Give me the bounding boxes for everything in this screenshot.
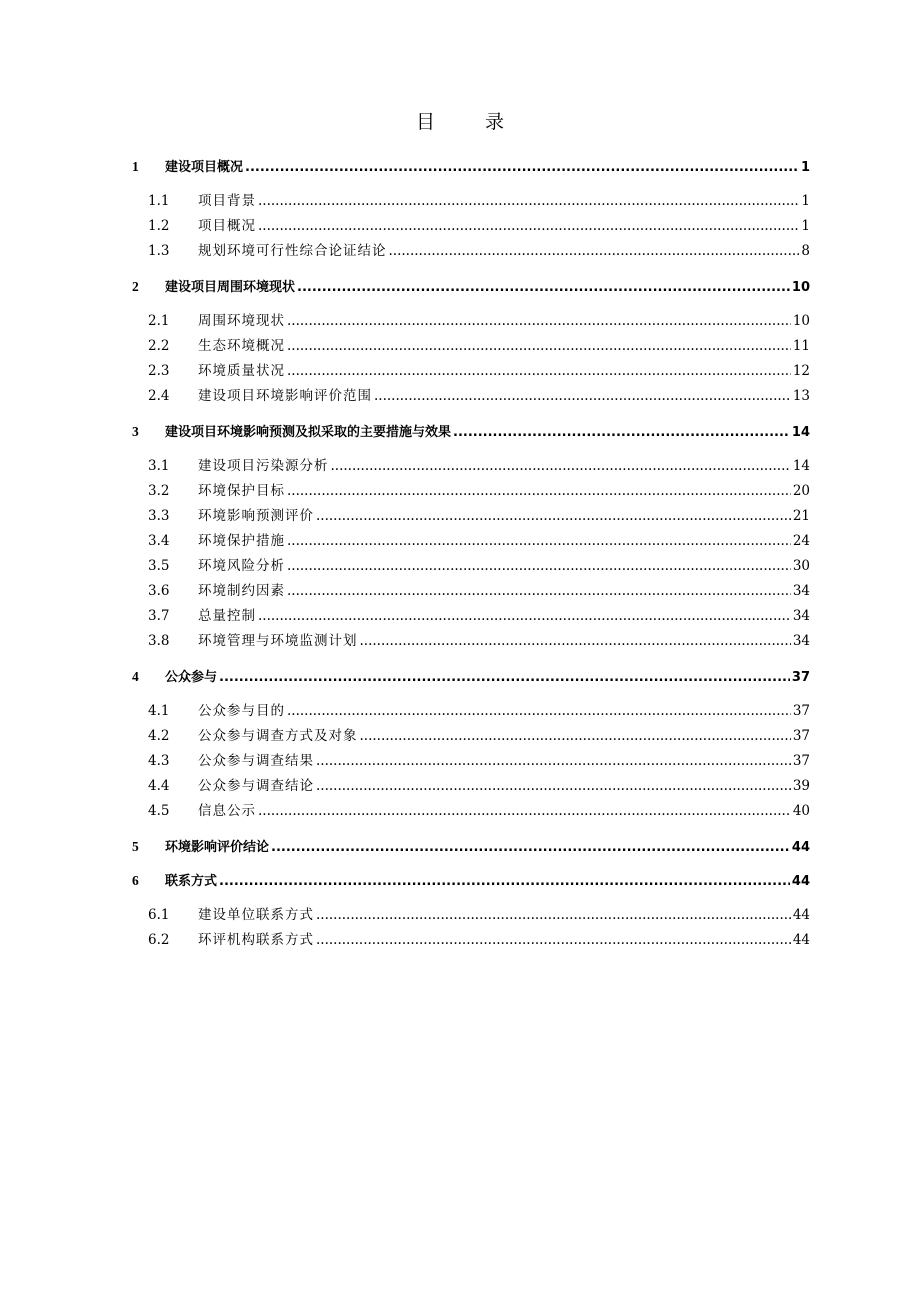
toc-entry-title: 建设项目污染源分析: [198, 458, 329, 474]
toc-entry-number: 3.3: [148, 508, 170, 524]
toc-page-number: 8: [801, 243, 810, 259]
toc-section-row[interactable]: [132, 240, 810, 262]
dot-leader: [258, 800, 791, 822]
toc-section-row[interactable]: [132, 555, 810, 577]
toc-entry-number: 3.6: [148, 583, 170, 599]
toc-page-number: 34: [792, 633, 810, 649]
toc-page-number: 37: [792, 703, 810, 719]
toc-entry-number: 3: [132, 424, 139, 439]
toc-entry-title: 环境保护措施: [198, 533, 285, 549]
toc-entry-number: 4.2: [148, 728, 170, 744]
toc-entry-number: 2.4: [148, 388, 170, 404]
toc-section-row[interactable]: [132, 480, 810, 502]
toc-page-number: 14: [791, 425, 810, 440]
dot-leader: [287, 580, 791, 602]
toc-entry-number: 5: [132, 839, 139, 854]
dot-leader: [219, 667, 790, 689]
toc-entry-number: 1.2: [148, 218, 170, 234]
toc-entry-title: 建设项目环境影响预测及拟采取的主要措施与效果: [165, 425, 452, 440]
toc-section-row[interactable]: [132, 700, 810, 722]
toc-page-number: 1: [801, 218, 810, 234]
toc-section-row[interactable]: [132, 335, 810, 357]
toc-page-number: 34: [792, 583, 810, 599]
toc-entry-number: 4.4: [148, 778, 170, 794]
dot-leader: [316, 750, 791, 772]
toc-entry-number: 6: [132, 873, 139, 888]
toc-page-number: 20: [792, 483, 810, 499]
dot-leader: [360, 725, 791, 747]
toc-entry-title: 公众参与目的: [198, 703, 285, 719]
toc-entry-title: 环境影响评价结论: [165, 840, 270, 855]
dot-leader: [245, 157, 799, 179]
toc-entry-number: 4: [132, 669, 139, 684]
toc-page-number: 10: [791, 280, 810, 295]
dot-leader: [374, 385, 791, 407]
toc-entry-number: 6.1: [148, 907, 170, 923]
dot-leader: [258, 190, 799, 212]
toc-chapter-row[interactable]: [132, 156, 810, 178]
toc-page-number: 40: [792, 803, 810, 819]
toc-page-number: 24: [792, 533, 810, 549]
toc-entry-title: 建设项目周围环境现状: [165, 280, 296, 295]
dot-leader: [219, 871, 790, 893]
toc-section-row[interactable]: [132, 505, 810, 527]
toc-entry-title: 建设项目环境影响评价范围: [198, 388, 372, 404]
toc-section-row[interactable]: [132, 929, 810, 951]
toc-entry-title: 环评机构联系方式: [198, 932, 314, 948]
toc-chapter-row[interactable]: [132, 666, 810, 688]
toc-chapter-row[interactable]: [132, 421, 810, 443]
toc-section-row[interactable]: [132, 530, 810, 552]
toc-page-number: 11: [792, 338, 810, 354]
toc-section-row[interactable]: [132, 605, 810, 627]
toc-entry-number: 2: [132, 279, 139, 294]
toc-entry-title: 项目概况: [198, 218, 256, 234]
toc-page-number: 39: [792, 778, 810, 794]
dot-leader: [297, 277, 790, 299]
dot-leader: [287, 700, 791, 722]
toc-page-number: 37: [792, 728, 810, 744]
toc-section-row[interactable]: [132, 455, 810, 477]
toc-entry-number: 4.5: [148, 803, 170, 819]
toc-page-number: 21: [792, 508, 810, 524]
toc-page-number: 13: [792, 388, 810, 404]
dot-leader: [287, 480, 791, 502]
toc-section-row[interactable]: [132, 310, 810, 332]
toc-section-row[interactable]: [132, 215, 810, 237]
toc-page-number: 30: [792, 558, 810, 574]
toc-entry-title: 环境风险分析: [198, 558, 285, 574]
toc-entry-number: 3.2: [148, 483, 170, 499]
toc-title: 目 录: [415, 111, 527, 133]
toc-entry-number: 4.1: [148, 703, 170, 719]
toc-entry-number: 3.1: [148, 458, 170, 474]
toc-section-row[interactable]: [132, 904, 810, 926]
toc-page-number: 44: [791, 840, 810, 855]
toc-entry-title: 生态环境概况: [198, 338, 285, 354]
toc-entry-title: 公众参与: [165, 670, 218, 685]
toc-page-number: 34: [792, 608, 810, 624]
dot-leader: [287, 310, 791, 332]
toc-section-row[interactable]: [132, 725, 810, 747]
toc-entry-title: 公众参与调查结果: [198, 753, 314, 769]
dot-leader: [316, 904, 791, 926]
toc-entry-number: 3.8: [148, 633, 170, 649]
dot-leader: [316, 775, 791, 797]
toc-page-number: 44: [792, 932, 810, 948]
toc-entry-title: 公众参与调查结论: [198, 778, 314, 794]
toc-entry-title: 建设项目概况: [165, 160, 244, 175]
dot-leader: [271, 837, 790, 859]
toc-entry-number: 2.3: [148, 363, 170, 379]
dot-leader: [287, 555, 791, 577]
toc-page-number: 37: [792, 753, 810, 769]
toc-page-number: 12: [792, 363, 810, 379]
dot-leader: [258, 215, 799, 237]
dot-leader: [331, 455, 791, 477]
dot-leader: [316, 929, 791, 951]
dot-leader: [287, 360, 791, 382]
toc-section-row[interactable]: [132, 775, 810, 797]
toc-entry-title: 环境保护目标: [198, 483, 285, 499]
toc-section-row[interactable]: [132, 190, 810, 212]
toc-entry-number: 3.7: [148, 608, 170, 624]
toc-chapter-row[interactable]: [132, 870, 810, 892]
toc-entry-number: 1.1: [148, 193, 170, 209]
dot-leader: [287, 530, 791, 552]
toc-page-number: 1: [800, 160, 810, 175]
toc-entry-number: 3.5: [148, 558, 170, 574]
dot-leader: [316, 505, 791, 527]
toc-section-row[interactable]: [132, 580, 810, 602]
toc-entry-title: 总量控制: [198, 608, 256, 624]
toc-entry-title: 建设单位联系方式: [198, 907, 314, 923]
toc-entry-number: 2.1: [148, 313, 170, 329]
toc-section-row[interactable]: [132, 750, 810, 772]
toc-entry-title: 项目背景: [198, 193, 256, 209]
toc-section-row[interactable]: [132, 360, 810, 382]
toc-chapter-row[interactable]: [132, 276, 810, 298]
toc-page-number: 1: [801, 193, 810, 209]
toc-entry-number: 2.2: [148, 338, 170, 354]
dot-leader: [287, 335, 791, 357]
toc-entry-number: 1: [132, 159, 139, 174]
toc-page-number: 44: [792, 907, 810, 923]
dot-leader: [389, 240, 800, 262]
toc-page-number: 44: [791, 874, 810, 889]
toc-section-row[interactable]: [132, 800, 810, 822]
toc-entry-title: 公众参与调查方式及对象: [198, 728, 358, 744]
toc-page-number: 10: [792, 313, 810, 329]
toc-page-number: 14: [792, 458, 810, 474]
toc-entry-number: 6.2: [148, 932, 170, 948]
toc-entry-title: 周围环境现状: [198, 313, 285, 329]
dot-leader: [258, 605, 791, 627]
dot-leader: [360, 630, 791, 652]
toc-section-row[interactable]: [132, 385, 810, 407]
dot-leader: [453, 422, 790, 444]
toc-section-row[interactable]: [132, 630, 810, 652]
toc-entry-title: 规划环境可行性综合论证结论: [198, 243, 387, 259]
toc-entry-title: 环境管理与环境监测计划: [198, 633, 358, 649]
toc-entry-title: 联系方式: [165, 874, 218, 889]
toc-chapter-row[interactable]: [132, 836, 810, 858]
toc-entry-number: 3.4: [148, 533, 170, 549]
toc-entry-title: 环境质量状况: [198, 363, 285, 379]
toc-entry-title: 环境影响预测评价: [198, 508, 314, 524]
toc-entry-title: 环境制约因素: [198, 583, 285, 599]
toc-entry-number: 1.3: [148, 243, 170, 259]
toc-page-number: 37: [791, 670, 810, 685]
toc-entry-title: 信息公示: [198, 803, 256, 819]
toc-entry-number: 4.3: [148, 753, 170, 769]
